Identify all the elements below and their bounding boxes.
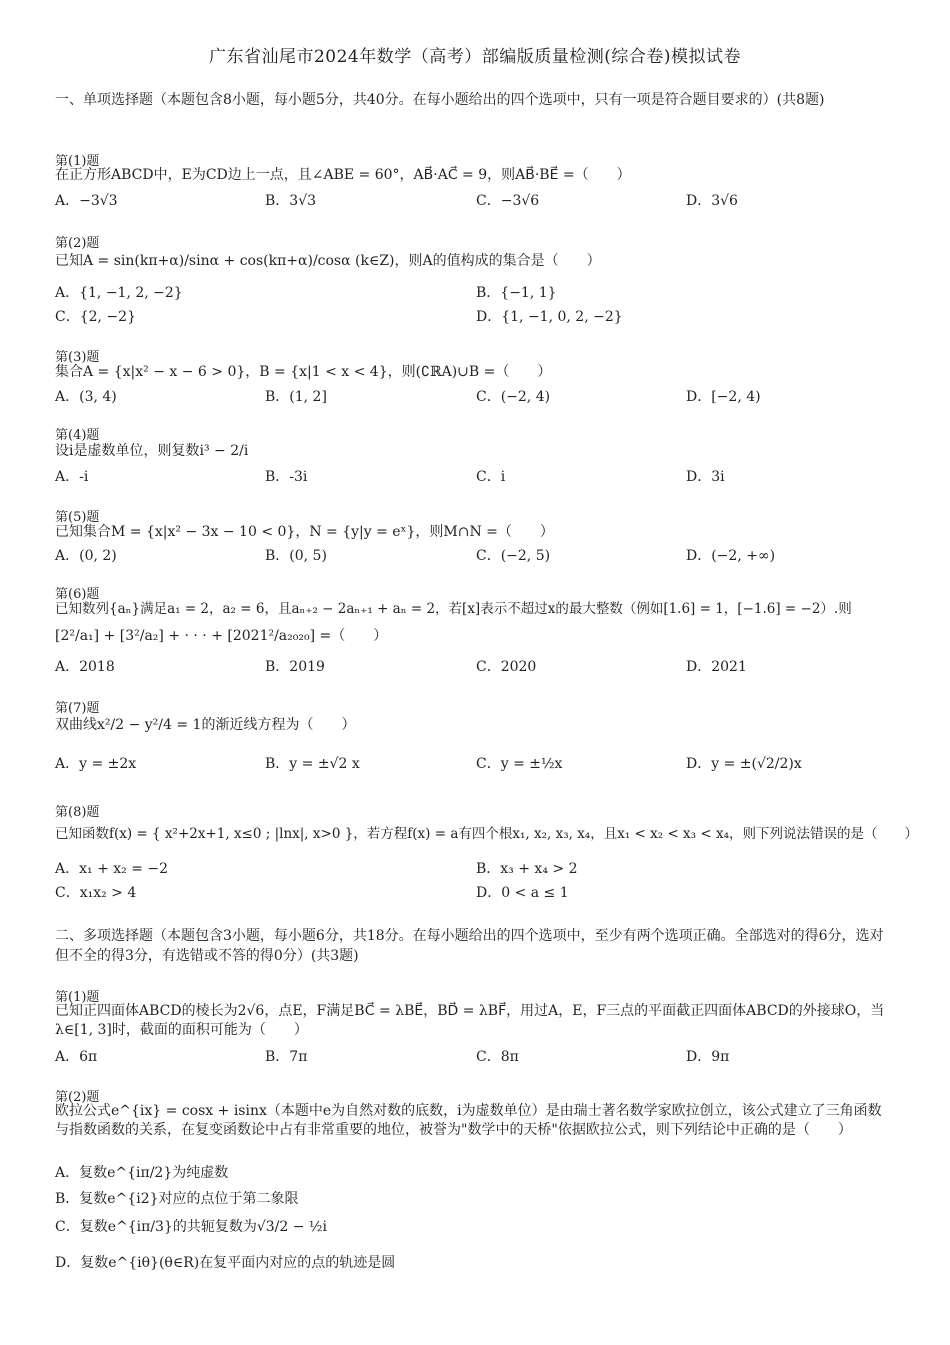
question-2-number: 第(2)题 [55,236,100,251]
question-3-number: 第(3)题 [55,350,100,365]
q3-option-b[interactable]: B．(1, 2] [265,389,327,405]
question-8-stem: 已知函数f(x) = { x²+2x+1, x≤0 ; |lnx|, x>0 }，若方程f(x) = a有四个根x₁, x₂, x₃, x₄，且x₁ < x₂ < x₃ < x₄，则下列说法错误的是（ ） [55,826,919,842]
q8-option-d[interactable]: D．0 < a ≤ 1 [476,885,569,901]
q3-option-d[interactable]: D．[−2, 4) [686,389,761,405]
question-7-number: 第(7)题 [55,701,100,716]
q8-option-c[interactable]: C．x₁x₂ > 4 [55,885,137,901]
q1-option-d[interactable]: D．3√6 [686,193,738,209]
q6-option-b[interactable]: B．2019 [265,659,325,675]
m1-option-a[interactable]: A．6π [55,1049,98,1065]
page-title: 广东省汕尾市2024年数学（高考）部编版质量检测(综合卷)模拟试卷 [208,47,742,67]
q2-option-a[interactable]: A．{1, −1, 2, −2} [55,285,183,301]
q3-option-c[interactable]: C．(−2, 4) [476,389,551,405]
q4-option-b[interactable]: B．-3i [265,469,308,485]
q6-option-a[interactable]: A．2018 [55,659,115,675]
m2-option-a[interactable]: A．复数e^{iπ/2}为纯虚数 [55,1165,229,1181]
multi-question-2-number: 第(2)题 [55,1090,100,1105]
q6-option-d[interactable]: D．2021 [686,659,747,675]
q5-option-d[interactable]: D．(−2, +∞) [686,548,776,564]
m1-option-d[interactable]: D．9π [686,1049,730,1065]
question-5-number: 第(5)题 [55,510,100,525]
multi-question-2-stem: 欧拉公式e^{ix} = cosx + isinx（本题中e为自然对数的底数，i为虚数单位）是由瑞士著名数学家欧拉创立，该公式建立了三角函数与指数函数的关系，在复变函数论中占有非常重要的地位，被誉为"数学中的天桥"依据欧拉公式，则下列结论中正确的是（ ） [55,1103,882,1138]
q7-option-c[interactable]: C．y = ±½x [476,756,563,772]
question-1-stem: 在正方形ABCD中，E为CD边上一点，且∠ABE = 60°，AB⃗·AC⃗ = 9，则AB⃗·BE⃗ =（ ） [55,167,631,183]
m2-option-d[interactable]: D．复数e^{iθ}(θ∈R)在复平面内对应的点的轨迹是圆 [55,1255,396,1271]
multi-question-1-stem: 已知正四面体ABCD的棱长为2√6，点E，F满足BC⃗ = λBE⃗，BD⃗ = λBF⃗，用过A，E，F三点的平面截正四面体ABCD的外接球O，当λ∈[1, 3]时，截面的面积可能为（ ） [55,1003,885,1038]
q4-option-a[interactable]: A．-i [55,469,89,485]
q4-option-c[interactable]: C．i [476,469,506,485]
q7-option-d[interactable]: D．y = ±(√2/2)x [686,756,802,772]
question-4-stem: 设i是虚数单位，则复数i³ − 2/i [55,443,249,459]
question-7-stem: 双曲线x²/2 − y²/4 = 1的渐近线方程为（ ） [55,717,356,733]
section-2-heading: 二、多项选择题（本题包含3小题，每小题6分，共18分。在每小题给出的四个选项中，至少有两个选项正确。全部选对的得6分，选对但不全的得3分，有选错或不答的得0分）(共3题) [55,928,884,964]
q3-option-a[interactable]: A．(3, 4) [55,389,117,405]
q6-option-c[interactable]: C．2020 [476,659,537,675]
q1-option-c[interactable]: C．−3√6 [476,193,540,209]
m1-option-b[interactable]: B．7π [265,1049,308,1065]
q2-option-d[interactable]: D．{1, −1, 0, 2, −2} [476,309,623,325]
question-4-number: 第(4)题 [55,428,100,443]
q5-option-b[interactable]: B．(0, 5) [265,548,327,564]
question-3-stem: 集合A = {x|x² − x − 6 > 0}，B = {x|1 < x < 4}，则(∁ℝA)∪B =（ ） [55,364,552,380]
m2-option-c[interactable]: C．复数e^{iπ/3}的共轭复数为√3/2 − ½i [55,1219,327,1235]
q5-option-a[interactable]: A．(0, 2) [55,548,117,564]
m2-option-b[interactable]: B．复数e^{i2}对应的点位于第二象限 [55,1191,299,1207]
q8-option-a[interactable]: A．x₁ + x₂ = −2 [55,861,169,877]
q1-option-b[interactable]: B．3√3 [265,193,317,209]
q7-option-b[interactable]: B．y = ±√2 x [265,756,360,772]
multi-question-1-number: 第(1)题 [55,990,100,1005]
question-6-stem: 已知数列{aₙ}满足a₁ = 2，a₂ = 6，且aₙ₊₂ − 2aₙ₊₁ + aₙ = 2，若[x]表示不超过x的最大整数（例如[1.6] = 1，[−1.6] = −2）.则 [55,601,852,617]
q7-option-a[interactable]: A．y = ±2x [55,756,137,772]
question-6-expression: [2²/a₁] + [3²/a₂] + · · · + [2021²/a₂₀₂₀] =（ ） [55,628,388,644]
question-2-stem: 已知A = sin(kπ+α)/sinα + cos(kπ+α)/cosα (k∈Z)，则A的值构成的集合是（ ） [55,253,601,269]
question-8-number: 第(8)题 [55,805,100,820]
section-1-heading: 一、单项选择题（本题包含8小题，每小题5分，共40分。在每小题给出的四个选项中，只有一项是符合题目要求的）(共8题) [55,92,825,108]
q2-option-b[interactable]: B．{−1, 1} [476,285,557,301]
q5-option-c[interactable]: C．(−2, 5) [476,548,551,564]
q1-option-a[interactable]: A．−3√3 [55,193,118,209]
m1-option-c[interactable]: C．8π [476,1049,519,1065]
question-6-number: 第(6)题 [55,587,100,602]
q4-option-d[interactable]: D．3i [686,469,725,485]
question-1-number: 第(1)题 [55,154,100,169]
q8-option-b[interactable]: B．x₃ + x₄ > 2 [476,861,578,877]
question-5-stem: 已知集合M = {x|x² − 3x − 10 < 0}，N = {y|y = eˣ}，则M∩N =（ ） [55,524,554,540]
q2-option-c[interactable]: C．{2, −2} [55,309,136,325]
